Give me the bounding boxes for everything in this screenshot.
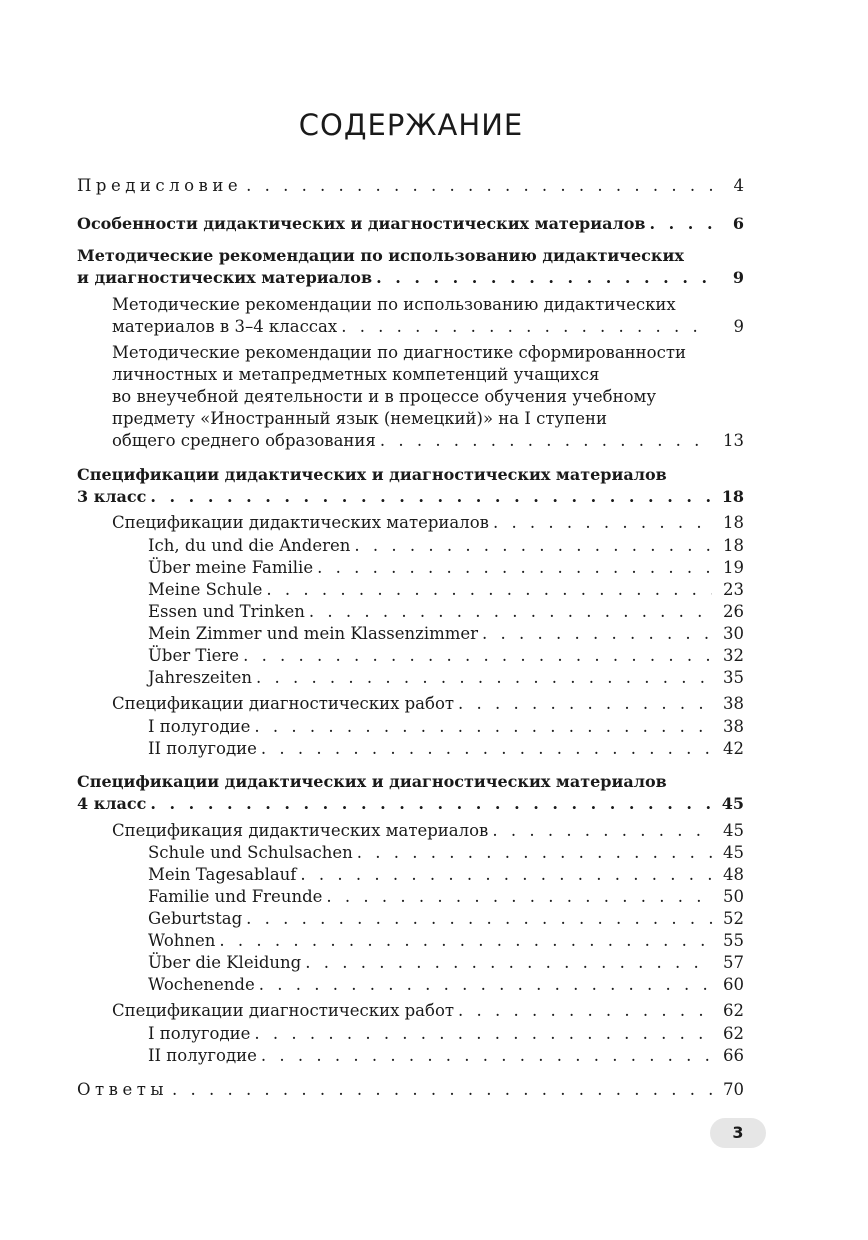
toc-entry-title-line: Методические рекомендации по использованию дидактических bbox=[112, 295, 676, 314]
toc-page-number: 62 bbox=[723, 1024, 744, 1043]
toc-page-number: 62 bbox=[723, 1001, 744, 1020]
dot-leader bbox=[261, 1045, 712, 1067]
toc-entry-title: Ich, du und die Anderen bbox=[148, 536, 351, 555]
toc-page-number: 30 bbox=[723, 624, 744, 643]
toc-entry-title: Wohnen bbox=[148, 931, 216, 950]
toc-page-number: 26 bbox=[723, 602, 744, 621]
toc-page-number: 55 bbox=[723, 931, 744, 950]
toc-entry-title: Спецификации диагностических работ bbox=[112, 1001, 455, 1020]
toc-entry-title-line: личностных и метапредметных компетенций учащихся bbox=[112, 365, 600, 384]
toc-entry-topic[interactable] bbox=[148, 864, 744, 886]
toc-entry-answers[interactable] bbox=[77, 1079, 744, 1101]
toc-entry-title: II полугодие bbox=[148, 739, 257, 758]
toc-entry-title: Familie und Freunde bbox=[148, 887, 323, 906]
toc-entry-title: Спецификации дидактических материалов bbox=[112, 513, 489, 532]
toc-page-number: 18 bbox=[723, 536, 744, 555]
toc-entry-topic[interactable] bbox=[148, 908, 744, 930]
toc-entry-half-year[interactable] bbox=[148, 738, 744, 760]
dot-leader bbox=[354, 535, 712, 557]
toc-entry-topic[interactable] bbox=[148, 601, 744, 623]
toc-entry-title: Предисловие bbox=[77, 176, 243, 195]
toc-entry-title: Wochenende bbox=[148, 975, 255, 994]
toc-entry-title: Mein Tagesablauf bbox=[148, 865, 297, 884]
toc-entry-title-line: и диагностических материалов bbox=[77, 268, 373, 287]
toc-entry-topic[interactable] bbox=[148, 667, 744, 689]
dot-leader bbox=[482, 623, 712, 645]
toc-entry-half-year[interactable] bbox=[148, 1045, 744, 1067]
toc-page-number: 18 bbox=[721, 487, 744, 506]
toc-page-number: 48 bbox=[723, 865, 744, 884]
toc-entry-title-line: Спецификации дидактических и диагностических материалов bbox=[77, 465, 667, 484]
toc-entry-title: Спецификации диагностических работ bbox=[112, 694, 455, 713]
toc-page-number: 38 bbox=[723, 717, 744, 736]
toc-entry-features[interactable] bbox=[77, 213, 744, 235]
toc-entry-title: Meine Schule bbox=[148, 580, 263, 599]
toc-entry-spec3[interactable] bbox=[77, 464, 744, 508]
toc-entry-method-diag[interactable] bbox=[112, 342, 744, 452]
toc-entry-title-line: 3 класс bbox=[77, 487, 147, 506]
toc-page-number: 9 bbox=[733, 317, 744, 336]
toc-entry-topic[interactable] bbox=[148, 623, 744, 645]
toc-page-number: 18 bbox=[723, 513, 744, 532]
dot-leader bbox=[492, 820, 712, 842]
toc-page-number: 32 bbox=[723, 646, 744, 665]
toc-entry-topic[interactable] bbox=[148, 535, 744, 557]
toc-entry-title-line: материалов в 3–4 классах bbox=[112, 317, 338, 336]
toc-page-number: 4 bbox=[733, 176, 744, 195]
toc-entry-title: I полугодие bbox=[148, 717, 251, 736]
toc-entry-title-line: Методические рекомендации по использованию дидактических bbox=[77, 246, 684, 265]
toc-page-number: 13 bbox=[723, 431, 744, 450]
dot-leader bbox=[219, 930, 712, 952]
dot-leader bbox=[458, 1000, 712, 1022]
dot-leader bbox=[357, 842, 712, 864]
toc-entry-topic[interactable] bbox=[148, 974, 744, 996]
dot-leader bbox=[317, 557, 712, 579]
toc-entry-title: Über meine Familie bbox=[148, 558, 314, 577]
dot-leader bbox=[341, 316, 712, 338]
toc-entry-spec4-didactic[interactable] bbox=[112, 820, 744, 842]
dot-leader bbox=[309, 601, 712, 623]
toc-entry-title-line: 4 класс bbox=[77, 794, 147, 813]
toc-entry-title-line: Методические рекомендации по диагностике сформированности bbox=[112, 343, 686, 362]
toc-entry-title: Über die Kleidung bbox=[148, 953, 302, 972]
dot-leader bbox=[326, 886, 712, 908]
toc-entry-half-year[interactable] bbox=[148, 1023, 744, 1045]
dot-leader bbox=[150, 793, 712, 815]
toc-page-number: 45 bbox=[723, 821, 744, 840]
toc-page-number: 45 bbox=[721, 794, 744, 813]
toc-entry-title: Geburtstag bbox=[148, 909, 243, 928]
dot-leader bbox=[493, 512, 712, 534]
page-number-badge: 3 bbox=[710, 1118, 766, 1148]
toc-page-number: 35 bbox=[723, 668, 744, 687]
dot-leader bbox=[266, 579, 712, 601]
toc-page-number: 60 bbox=[723, 975, 744, 994]
toc-entry-title: Особенности дидактических и диагностических материалов bbox=[77, 214, 646, 233]
toc-entry-title: Schule und Schulsachen bbox=[148, 843, 353, 862]
toc-entry-topic[interactable] bbox=[148, 886, 744, 908]
toc-entry-title-line: предмету «Иностранный язык (немецкий)» на I ступени bbox=[112, 409, 607, 428]
toc-entry-preface[interactable] bbox=[77, 175, 744, 197]
toc-entry-topic[interactable] bbox=[148, 952, 744, 974]
toc-entry-title: Jahreszeiten bbox=[148, 668, 252, 687]
toc-entry-method[interactable] bbox=[77, 245, 744, 289]
toc-page-number: 9 bbox=[732, 268, 744, 287]
dot-leader bbox=[261, 738, 712, 760]
toc-entry-topic[interactable] bbox=[148, 579, 744, 601]
toc-entry-title: I полугодие bbox=[148, 1024, 251, 1043]
dot-leader bbox=[246, 908, 712, 930]
toc-entry-spec3-diagnostic[interactable] bbox=[112, 693, 744, 715]
dot-leader bbox=[305, 952, 712, 974]
toc-page-number: 38 bbox=[723, 694, 744, 713]
dot-leader bbox=[650, 213, 712, 235]
dot-leader bbox=[254, 1023, 712, 1045]
toc-entry-method-34[interactable] bbox=[112, 294, 744, 338]
dot-leader bbox=[380, 430, 712, 452]
toc-entry-spec3-didactic[interactable] bbox=[112, 512, 744, 534]
dot-leader bbox=[254, 716, 712, 738]
toc-entry-title-line: Спецификации дидактических и диагностических материалов bbox=[77, 772, 667, 791]
toc-page-number: 42 bbox=[723, 739, 744, 758]
toc-page-number: 23 bbox=[723, 580, 744, 599]
dot-leader bbox=[458, 693, 712, 715]
toc-page-number: 57 bbox=[723, 953, 744, 972]
toc-page-number: 45 bbox=[723, 843, 744, 862]
dot-leader bbox=[259, 974, 712, 996]
toc-entry-title-line: общего среднего образования bbox=[112, 431, 376, 450]
toc-entry-topic[interactable] bbox=[148, 557, 744, 579]
dot-leader bbox=[300, 864, 712, 886]
toc-entry-topic[interactable] bbox=[148, 645, 744, 667]
dot-leader bbox=[246, 175, 712, 197]
toc-entry-title: Über Tiere bbox=[148, 646, 240, 665]
dot-leader bbox=[376, 267, 712, 289]
toc-entry-title: Ответы bbox=[77, 1080, 168, 1099]
toc-entry-half-year[interactable] bbox=[148, 716, 744, 738]
toc-entry-title: Mein Zimmer und mein Klassenzimmer bbox=[148, 624, 479, 643]
toc-page-number: 50 bbox=[723, 887, 744, 906]
toc-entry-title: Спецификация дидактических материалов bbox=[112, 821, 489, 840]
toc-entry-spec4-diagnostic[interactable] bbox=[112, 1000, 744, 1022]
dot-leader bbox=[150, 486, 712, 508]
toc-entry-title: II полугодие bbox=[148, 1046, 257, 1065]
toc-entry-topic[interactable] bbox=[148, 930, 744, 952]
toc-page-number: 52 bbox=[723, 909, 744, 928]
dot-leader bbox=[243, 645, 712, 667]
toc-entry-title: Essen und Trinken bbox=[148, 602, 305, 621]
toc-entry-spec4[interactable] bbox=[77, 771, 744, 815]
dot-leader bbox=[172, 1079, 712, 1101]
toc-entry-title-line: во внеучебной деятельности и в процессе обучения учебному bbox=[112, 387, 657, 406]
toc-page-number: 70 bbox=[723, 1080, 744, 1099]
toc-page-number: 66 bbox=[723, 1046, 744, 1065]
dot-leader bbox=[256, 667, 712, 689]
toc-page-number: 6 bbox=[732, 214, 744, 233]
toc-page-number: 19 bbox=[723, 558, 744, 577]
page-title: СОДЕРЖАНИЕ bbox=[298, 108, 524, 142]
toc-entry-topic[interactable] bbox=[148, 842, 744, 864]
